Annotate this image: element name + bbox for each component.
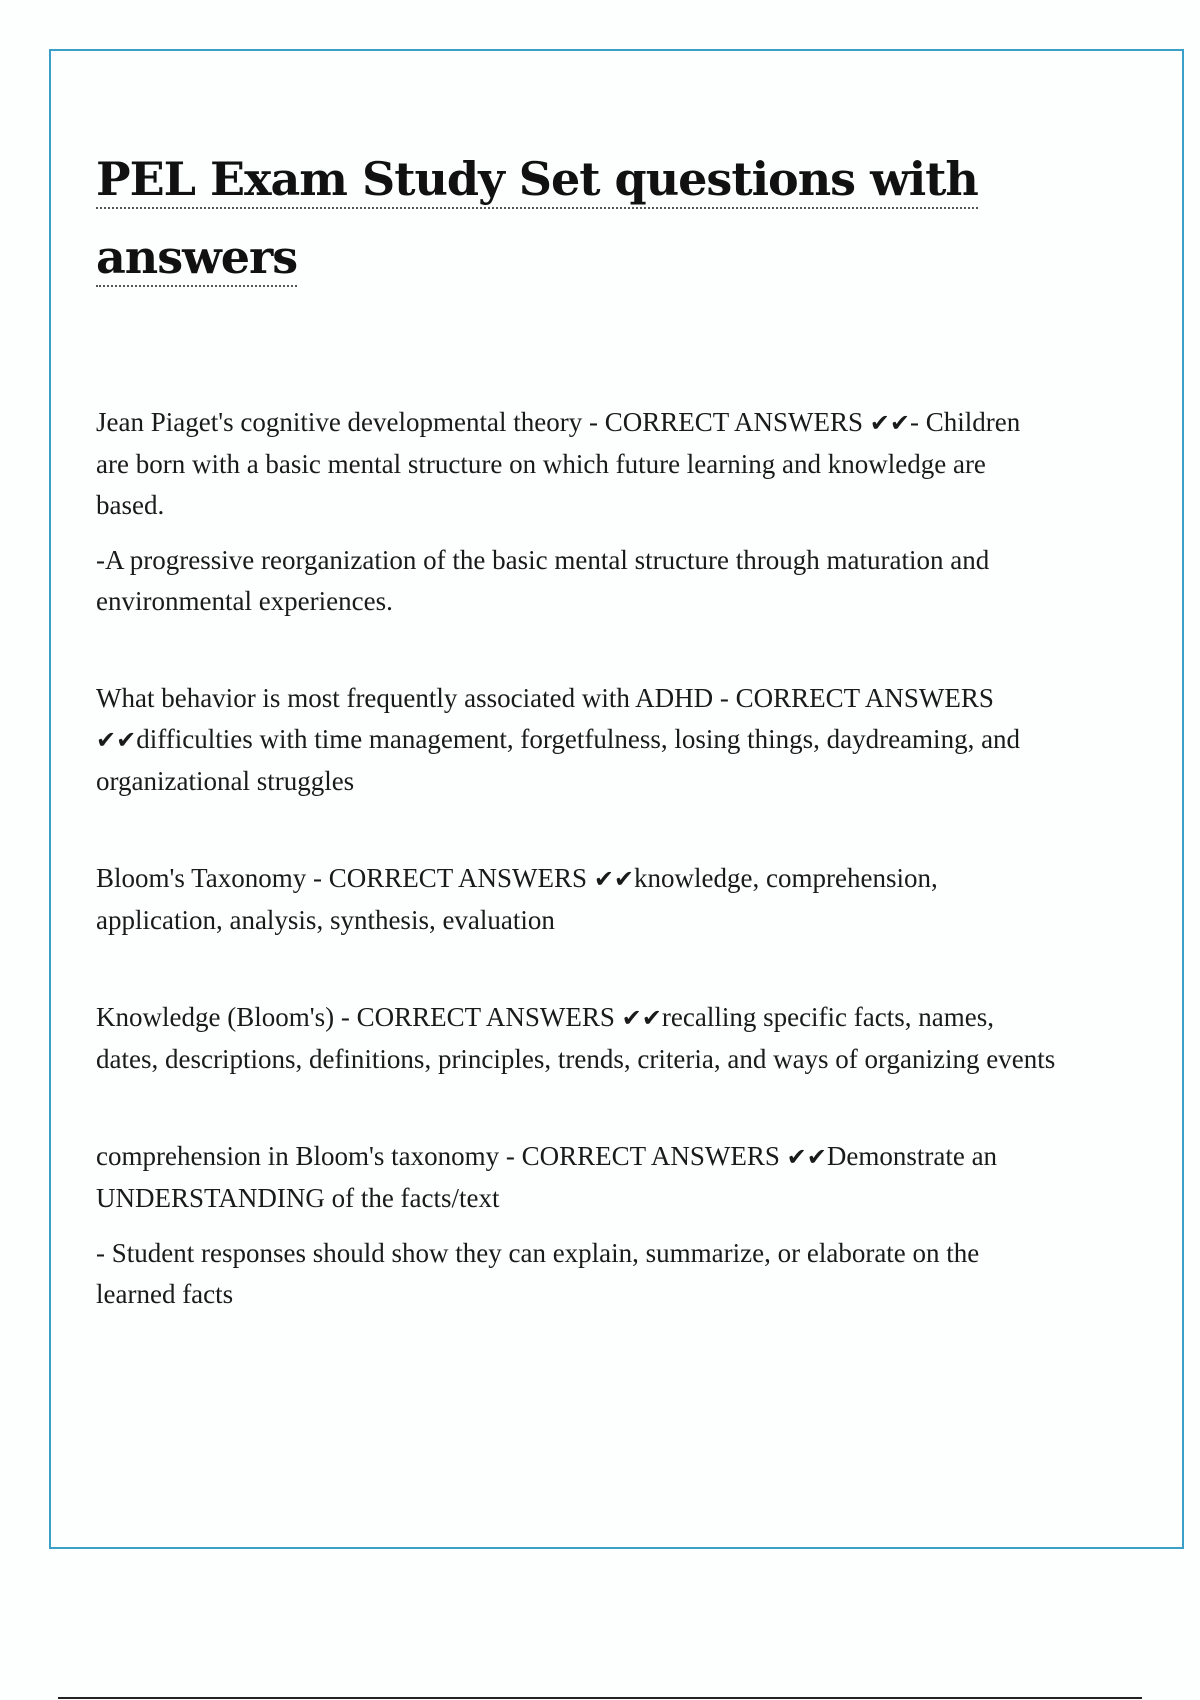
correct-answers-label: CORRECT ANSWERS: [356, 1002, 615, 1032]
document-title-text: PEL Exam Study Set questions with answers: [96, 152, 978, 287]
qa-line: What behavior is most frequently associated with ADHD - CORRECT ANSWERS ✔✔difficulties with time management, forgetfulness, losing things, daydreaming, and organizational struggles: [96, 683, 1021, 796]
qa-item: [96, 678, 1056, 802]
answer-text: recalling specific facts, names, dates, descriptions, definitions, principles, trends, criteria, and ways of organizing events: [96, 1002, 1056, 1074]
answer-continuation: -A progressive reorganization of the basic mental structure through maturation and environmental experiences.: [96, 545, 990, 616]
double-check-icon: ✔✔: [869, 409, 911, 437]
answer-continuation: - Student responses should show they can explain, summarize, or elaborate on the learned facts: [96, 1238, 980, 1309]
correct-answers-label: CORRECT ANSWERS: [521, 1141, 780, 1171]
double-check-icon: ✔✔: [593, 865, 635, 893]
qa-line: comprehension in Bloom's taxonomy - CORRECT ANSWERS ✔✔Demonstrate an UNDERSTANDING of the facts/text: [96, 1141, 998, 1213]
correct-answers-label: CORRECT ANSWERS: [328, 863, 588, 893]
qa-line: Knowledge (Bloom's) - CORRECT ANSWERS ✔✔recalling specific facts, names, dates, descriptions, definitions, principles, trends, criteria, and ways of organizing events: [96, 1002, 1056, 1074]
qa-line: Jean Piaget's cognitive developmental theory - CORRECT ANSWERS ✔✔- Children are born with a basic mental structure on which future learning and knowledge are based.: [96, 407, 1021, 520]
footer-rule: [58, 1697, 1142, 1699]
qa-item: [96, 997, 1056, 1080]
double-check-icon: ✔✔: [786, 1143, 827, 1171]
question-text: What behavior is most frequently associated with ADHD: [96, 683, 714, 713]
double-check-icon: ✔✔: [621, 1004, 662, 1032]
correct-answers-label: CORRECT ANSWERS: [604, 407, 864, 437]
qa-item: [96, 402, 1056, 622]
question-text: Bloom's Taxonomy: [96, 863, 307, 893]
qa-item: [96, 858, 1056, 941]
answer-text: - Children are born with a basic mental structure on which future learning and knowledge are based.: [96, 407, 1021, 520]
question-text: comprehension in Bloom's taxonomy: [96, 1141, 500, 1171]
qa-item: [96, 1136, 1056, 1315]
question-text: Jean Piaget's cognitive developmental theory: [96, 407, 583, 437]
document-title: [96, 140, 996, 296]
answer-text: difficulties with time management, forgetfulness, losing things, daydreaming, and organizational struggles: [96, 724, 1021, 796]
correct-answers-label: CORRECT ANSWERS: [735, 683, 994, 713]
double-check-icon: ✔✔: [96, 726, 137, 754]
question-text: Knowledge (Bloom's): [96, 1002, 335, 1032]
qa-line: Bloom's Taxonomy - CORRECT ANSWERS ✔✔knowledge, comprehension, application, analysis, synthesis, evaluation: [96, 863, 938, 935]
qa-list: [96, 402, 1056, 1371]
answer-text: knowledge, comprehension, application, analysis, synthesis, evaluation: [96, 863, 938, 935]
answer-text: Demonstrate an UNDERSTANDING of the facts/text: [96, 1141, 998, 1213]
